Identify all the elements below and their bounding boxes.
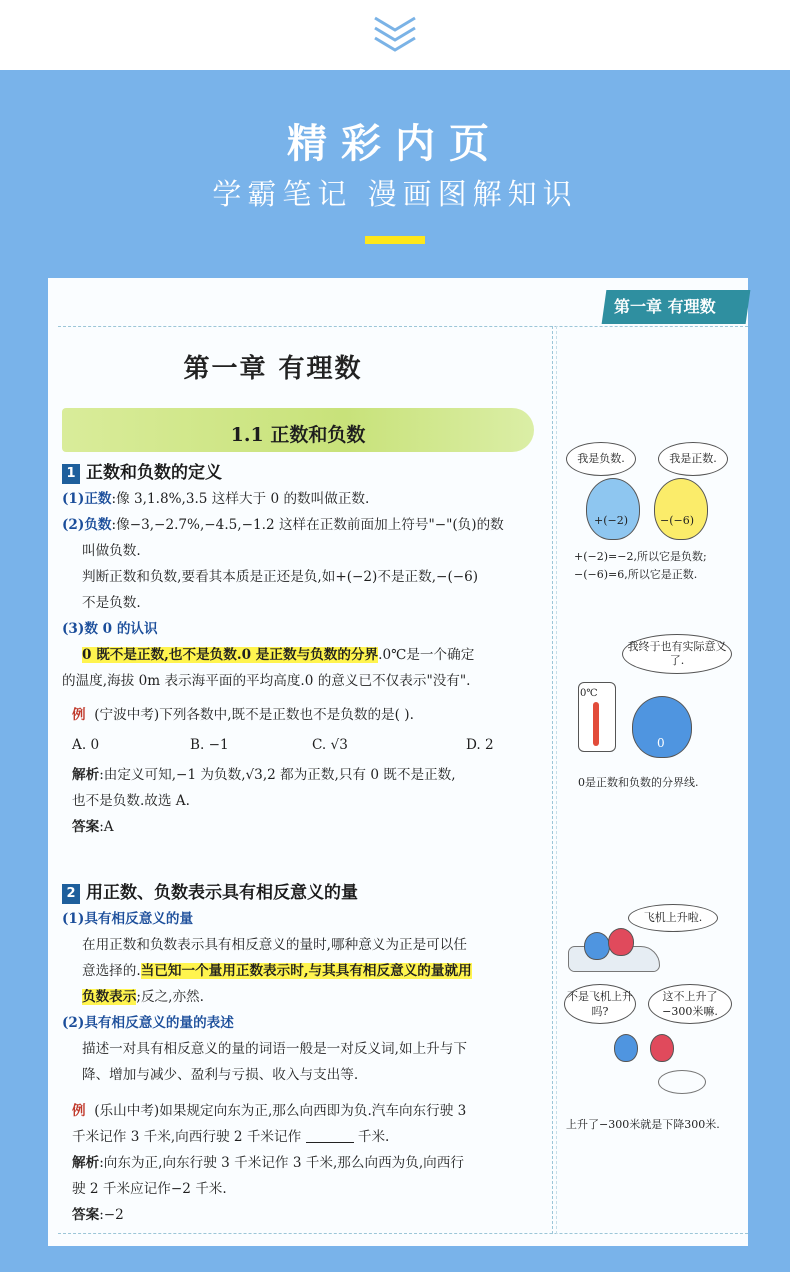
topic2-number: 2 [62,884,80,904]
t1-opt-c: C. √3 [312,737,348,753]
t1-p2 [62,516,504,534]
textbook-page [48,278,748,1246]
t1-p2-cont: 叫做负数. [82,543,141,559]
t1-p2-label: (2)负数 [62,517,112,533]
margin-note1-line2: −(−6)=6,所以它是正数. [574,568,698,581]
t2-solution [72,1154,464,1172]
t2-example-label: 例 [72,1103,86,1119]
chapter-tab-label: 第一章 有理数 [614,297,716,316]
t2-example-line1: (乐山中考)如果规定向东为正,那么向西即为负.汽车向东行驶 3 [94,1103,467,1119]
chevron-down-icon [370,14,420,54]
t2-p2-line1: 描述一对具有相反意义的量的词语一般是一对反义词,如上升与下 [82,1041,467,1057]
t1-p2-note2: 不是负数. [82,595,141,611]
hero-accent-bar [365,236,425,244]
topic1-heading [62,458,222,484]
hero-title: 精彩内页 [287,121,503,167]
t1-p3 [82,646,474,664]
t2-p1-line3 [82,988,204,1006]
t1-opt-a: A. 0 [72,737,100,753]
t2-example-line2b: 千米. [357,1129,390,1145]
egg-left-label: +(−2) [594,514,629,527]
t2-solution-label: 解析 [72,1155,100,1171]
t1-solution-cont: 也不是负数.故选 A. [72,793,190,809]
bubble-answer: 这不上升了−300米嘛. [648,984,732,1024]
t2-p1-line3-highlight: 负数表示 [82,989,137,1005]
t1-opt-d: D. 2 [466,737,494,753]
parachute-egg-red [650,1034,674,1062]
t1-p3-text: .0℃是一个确定 [378,647,475,663]
topic2-heading [62,878,358,904]
t2-answer-label: 答案 [72,1207,100,1223]
topic2-title: 用正数、负数表示具有相反意义的量 [86,883,358,903]
t2-example-line2a: 千米记作 3 千米,向西行驶 2 千米记作 [72,1129,302,1145]
t1-p1 [62,490,369,508]
t2-p2-label: (2)具有相反意义的量的表述 [62,1015,234,1031]
t1-p3-highlight: 0 既不是正数,也不是负数.0 是正数与负数的分界 [82,647,379,663]
top-strip [0,0,790,70]
water-splash-icon [658,1070,706,1094]
bubble-negative: 我是负数. [566,442,636,476]
t1-solution [72,766,456,784]
t2-p1-line3b: ;反之,亦然. [136,989,204,1005]
bottom-rule [58,1233,748,1234]
margin-line-inner [556,326,557,1234]
t1-p3-cont: 的温度,海拔 0m 表示海平面的平均高度.0 的意义已不仅表示"没有". [62,673,471,689]
t1-p3-label: (3)数 0 的认识 [62,621,158,637]
t1-p1-text: :像 3,1.8%,3.5 这样大于 0 的数叫做正数. [111,491,370,507]
t1-p2-text: :像−3,−2.7%,−4.5,−1.2 这样在正数前面加上符号"−"(负)的数 [111,517,504,533]
t1-answer-text: :A [99,819,114,835]
bubble-question: 不是飞机上升吗? [564,984,636,1024]
t2-answer-text: :−2 [99,1207,124,1223]
chapter-heading: 第一章 有理数 [183,354,363,384]
t2-example [72,1102,466,1120]
t1-solution-label: 解析 [72,767,100,783]
egg-zero-label: 0 [657,736,665,750]
t1-opt-b: B. −1 [190,737,229,753]
topic1-number: 1 [62,464,80,484]
parachute-egg-blue [614,1034,638,1062]
margin-note2: 0是正数和负数的分界线. [578,776,699,789]
topic1-title: 正数和负数的定义 [86,463,222,483]
positive-egg-illustration [654,478,708,540]
t2-p1-line2-highlight: 当已知一个量用正数表示时,与其具有相反意义的量就用 [140,963,472,979]
hero-subtitle: 学霸笔记 漫画图解知识 [212,177,578,211]
negative-egg-illustration [586,478,640,540]
thermometer-label: 0℃ [580,688,598,699]
t2-solution-line1: :向东为正,向东行驶 3 千米记作 3 千米,那么向西为负,向西行 [99,1155,464,1171]
t2-answer [72,1206,124,1224]
bubble-zero: 我终于也有实际意义了. [622,634,732,674]
t2-p1-label: (1)具有相反意义的量 [62,911,194,927]
t2-solution-line2: 驶 2 千米应记作−2 千米. [72,1181,227,1197]
t2-p1-line1: 在用正数和负数表示具有相反意义的量时,哪种意义为正是可以任 [82,937,467,953]
t1-example-text: (宁波中考)下列各数中,既不是正数也不是负数的是( ). [94,707,414,723]
answer-blank [306,1131,354,1143]
t2-p1-line2 [82,962,472,980]
t1-p2-note1: 判断正数和负数,要看其本质是正还是负,如+(−2)不是正数,−(−6) [82,569,479,585]
t1-example-label: 例 [72,707,86,723]
t2-example-line2 [72,1128,389,1146]
t1-example [72,706,414,724]
margin-line [552,326,553,1234]
top-rule [58,326,748,327]
t2-p1-line2a: 意选择的. [82,963,141,979]
t1-answer [72,818,114,836]
t2-p2-line2: 降、增加与减少、盈利与亏损、收入与支出等. [82,1067,359,1083]
bubble-positive: 我是正数. [658,442,728,476]
t1-solution-text: :由定义可知,−1 为负数,√3,2 都为正数,只有 0 既不是正数, [99,767,456,783]
thermometer-mercury [593,702,599,746]
t1-answer-label: 答案 [72,819,100,835]
t1-p1-label: (1)正数 [62,491,112,507]
margin-note3: 上升了−300米就是下降300米. [566,1118,720,1131]
section-title: 1.1 正数和负数 [230,424,366,446]
margin-note1-line1: +(−2)=−2,所以它是负数; [574,550,707,563]
egg-right-label: −(−6) [660,514,695,527]
plane-egg-red [608,928,634,956]
bubble-plane: 飞机上升啦. [628,904,718,932]
plane-egg-blue [584,932,610,960]
